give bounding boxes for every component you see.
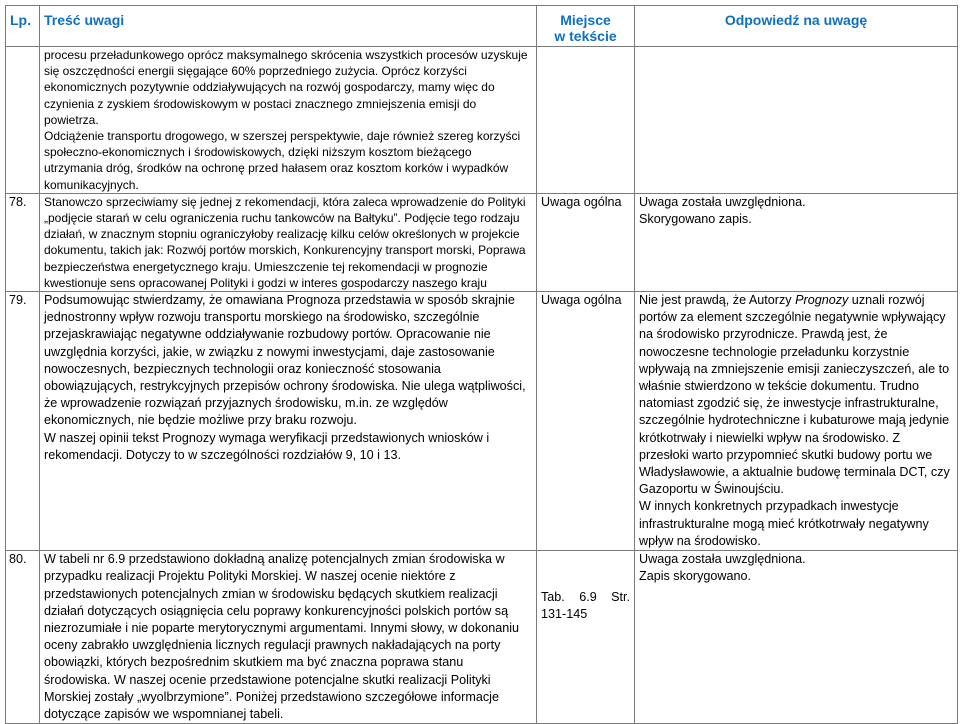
row-tresc: Stanowczo sprzeciwiamy się jednej z rekomendacji, która zaleca wprowadzenie do Polityki „podjęcie starań w celu ograniczenia ruchu tankowców na Bałtyku”. Podjęcie tego rodzaju działań, w znacznym stopniu ograniczyłoby realizację kilku celów określonych w projekcie dokumentu, takich jak: Rozwój portów morskich, Konkurencyjny transport morski, Poprawa bezpieczeństwa energetycznego kraju. Umieszczenie tej rekomendacji w prognozie kwestionuje sens opracowanej Polityki i godzi w interes gospodarczy naszego kraju <box>40 193 537 291</box>
location-ref <box>541 589 630 606</box>
row-tresc: W tabeli nr 6.9 przedstawiono dokładną analizę potencjalnych zmian środowiska w przypadku realizacji Projektu Polityki Morskiej. W naszej ocenie niektóre z przedstawionych potencjalnych zmian w środowisku będących skutkiem realizacji działań dotyczących osiągnięcia celu poprawy konkurencyjności polskich portów są niezrozumiałe i nie poparte merytorycznymi argumentami. Innymi słowy, w dokonaniu oceny zabrakło uwzględnienia licznych regulacji prawnych nakładających na porty obowiązki, których bezpośrednim skutkiem ma być znaczna poprawa stanu środowiska. W naszej ocenie przedstawione potencjalne skutki realizacji Polityki Morskiej zostały „wyolbrzymione”. Poniżej przedstawiono szczegółowe informacje dotyczące zapisów we wspomnianej tabeli. <box>40 551 537 724</box>
header-miejsce-line1: Miejsce <box>560 12 611 28</box>
row-tresc-paragraph: Podsumowując stwierdzamy, że omawiana Prognoza przedstawia w sposób skrajnie jednostronny wpływ rozwoju transportu morskiego na środowisko, szczególnie przejaskrawiając negatywne oddziaływanie rozbudowy portów. Opracowanie nie uwzględnia korzyści, jakie, w związku z nowymi inwestycjami, daje zastosowanie nowoczesnych, bezpiecznych technologii oraz konieczność stosowania obowiązujących, restrykcyjnych przepisów ochrony środowiska. Nie ulega wątpliwości, że wprowadzenie rozwiązań przyjaznych środowisku, m.in. ze względów ekonomicznych, nie będzie możliwe przy braku rozwoju. <box>44 293 526 428</box>
row-tresc <box>40 292 537 551</box>
table-row <box>6 47 958 194</box>
row-odpowiedz-line: Uwaga została uwzględniona. <box>639 194 806 209</box>
row-lp: 79. <box>6 292 40 551</box>
row-odpowiedz <box>635 551 958 724</box>
odpowiedz-text-italic: Prognozy <box>795 293 849 308</box>
row-miejsce <box>537 47 635 194</box>
row-odpowiedz-paragraph: W innych konkretnych przypadkach inwestycje infrastrukturalne mogą mieć krótkotrwały negatywny wpływ na środowisko. <box>639 499 929 548</box>
row-tresc <box>40 47 537 194</box>
row-odpowiedz-paragraph <box>639 292 953 498</box>
row-lp: 80. <box>6 551 40 724</box>
row-miejsce: Uwaga ogólna <box>537 292 635 551</box>
row-odpowiedz-line: Uwaga została uwzględniona. <box>639 552 806 567</box>
odpowiedz-text-pre: Nie jest prawdą, że Autorzy <box>639 293 796 308</box>
table-row <box>6 551 958 724</box>
row-miejsce <box>537 551 635 724</box>
table-row <box>6 292 958 551</box>
odpowiedz-text-post: uznali rozwój portów za element szczególnie negatywnie wpływający na środowisko przyrodnicze. Prawdą jest, że nowoczesne technologie przeładunku korzystnie wpływają na zmniejszenie emisji zanieczyszczeń, ale to właśnie stwierdzono w tekście dokumentu. Trudno natomiast zgodzić się, że inwestycje infrastrukturalne, szczególnie hydrotechniczne i kubaturowe mają jedynie krótkotrwały i niewielki wpływ na środowisko. Z przesłoki warto przypomnieć skutki budowy portu we Władysławowie, a aktualnie budowę terminala DCT, czy Gazoportu w Świnoujściu. <box>639 293 950 497</box>
row-odpowiedz-line: Zapis skorygowano. <box>639 569 751 584</box>
header-odpowiedz: Odpowiedź na uwagę <box>635 6 958 47</box>
row-tresc-paragraph: Odciążenie transportu drogowego, w szerszej perspektywie, daje również szereg korzyści społeczno-ekonomicznych i środowiskowych, dzięki niższym kosztom bieżącego utrzymania dróg, środków na ochronę przed hałasem oraz kosztom korków i wypadków komunikacyjnych. <box>44 129 521 192</box>
row-lp <box>6 47 40 194</box>
location-tab: Tab. <box>541 590 565 605</box>
row-lp: 78. <box>6 193 40 291</box>
header-miejsce-line2: w tekście <box>554 28 617 44</box>
table-header-row <box>6 6 958 47</box>
row-odpowiedz-line: Skorygowano zapis. <box>639 212 752 227</box>
location-number: 6.9 <box>579 590 597 605</box>
location-str: Str. <box>611 590 630 605</box>
row-miejsce: Uwaga ogólna <box>537 193 635 291</box>
row-odpowiedz <box>635 193 958 291</box>
location-pages: 131-145 <box>541 607 588 622</box>
row-odpowiedz <box>635 47 958 194</box>
row-tresc-paragraph: W naszej opinii tekst Prognozy wymaga weryfikacji przedstawionych wniosków i rekomendacji. Dotyczy to w szczególności rozdziałów 9, 10 i 13. <box>44 430 490 462</box>
header-lp: Lp. <box>6 6 40 47</box>
header-tresc: Treść uwagi <box>40 6 537 47</box>
row-tresc-paragraph: procesu przeładunkowego oprócz maksymalnego skrócenia wszystkich procesów uzyskuje się oszczędności energii sięgające 60% poprzedniego zużycia. Oprócz korzyści ekonomicznych pozytywnie oddziaływujących na rozwój gospodarczy, mamy więc do czynienia z zyskiem środowiskowym w postaci znacznego zmniejszenia emisji do powietrza. <box>44 48 528 127</box>
table-row <box>6 193 958 291</box>
header-miejsce <box>537 6 635 47</box>
comments-table <box>5 5 958 724</box>
row-odpowiedz <box>635 292 958 551</box>
